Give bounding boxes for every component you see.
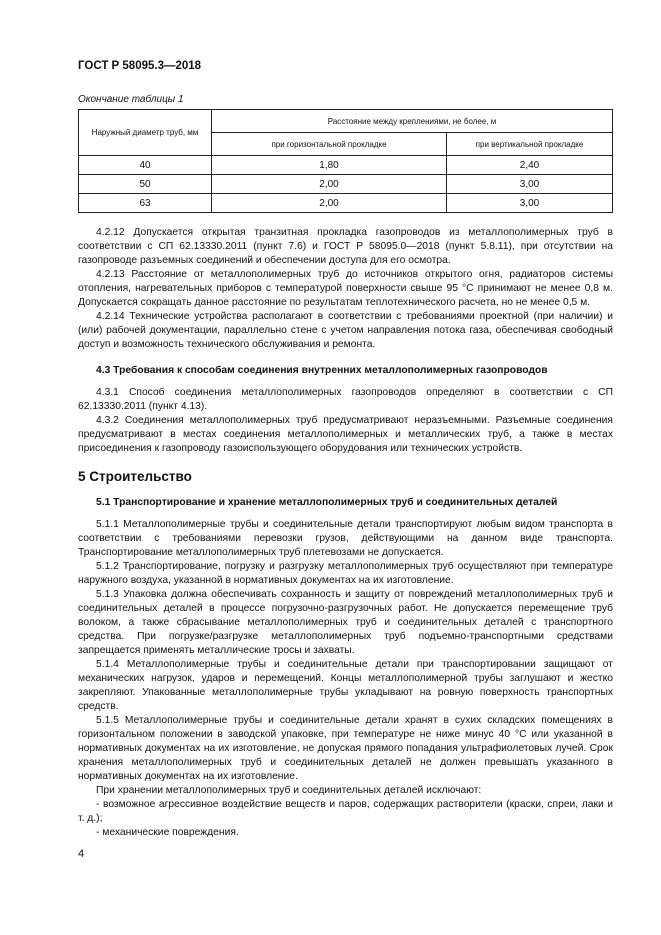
col-horizontal-header: при горизонтальной прокладке [212,133,447,156]
cell-diameter: 40 [79,156,212,175]
section-heading-5: 5 Строительство [78,469,192,484]
standard-header: ГОСТ Р 58095.3—2018 [78,60,202,72]
table-caption: Окончание таблицы 1 [78,94,184,105]
paragraph-4-2-12: 4.2.12 Допускается открытая транзитная прокладка газопроводов из металлополимерных труб в соответствии с СП 62.13330.2011 (пункт 7.6) и ГОСТ Р 58095.0—2018 (пункт 5.8.11), при отсутствии на газопроводе разъемных соединений и обеспечении доступа для его осмотра. [78,227,613,266]
cell-vertical: 3,00 [447,175,613,194]
paragraph-storage-intro: При хранении металлополимерных труб и соединительных деталей исключают: [96,785,482,796]
paragraph-4-2-13: 4.2.13 Расстояние от металлополимерных труб до источников открытого огня, радиаторов системы отопления, нагревательных приборов с температурой поверхности свыше 95 °С принимают не менее 0,8 м. Допускается сокращать данное расстояние по результатам теплотехнического расчета, но не менее 0,5 м. [78,269,613,308]
paragraph-5-1-4: 5.1.4 Металлополимерные трубы и соединительные детали при транспортировании защищают от механических нагрузок, ударов и перемещений. Концы металлополимерной трубы заглушают и жестко закрепляют. Упакованные металлополимерные трубы укладывают на ровную поверхность транспортных средств. [78,659,613,712]
table-header-row [79,110,613,133]
table-row [79,175,613,194]
col-vertical-header: при вертикальной прокладке [447,133,613,156]
cell-vertical: 3,00 [447,194,613,213]
cell-vertical: 2,40 [447,156,613,175]
cell-diameter: 63 [79,194,212,213]
paragraph-5-1-1: 5.1.1 Металлополимерные трубы и соединительные детали транспортируют любым видом транспорта в соответствии с требованиями перевозки грузов, действующими на данном виде транспорта. Транспортирование металлополимерных труб плетевозами не допускается. [78,519,613,558]
col-diameter-header: Наружный диаметр труб, мм [79,110,212,156]
document-body [78,226,613,840]
table-row [79,156,613,175]
cell-diameter: 50 [79,175,212,194]
table-row [79,194,613,213]
cell-horizontal: 1,80 [212,156,447,175]
cell-horizontal: 2,00 [212,194,447,213]
paragraph-4-3-2: 4.3.2 Соединения металлополимерных труб предусматривают неразъемными. Разъемные соединения предусматривают в местах соединения металлополимерных и металлических труб, а также в местах присоединения к газопроводу газоиспользующего оборудования или технических устройств. [78,415,613,454]
paragraph-5-1-2: 5.1.2 Транспортирование, погрузку и разгрузку металлополимерных труб осуществляют при температуре наружного воздуха, указанной в нормативных документах на их изготовление. [78,561,613,586]
list-item: - возможное агрессивное воздействие веществ и паров, содержащих растворители (краски, спреи, лаки и т. д.); [78,799,613,824]
paragraph-4-2-14: 4.2.14 Технические устройства располагают в соответствии с требованиями проектной (при наличии) и (или) рабочей документации, параллельно стене с учетом направления потока газа, обеспечивая свободный доступ и возможность технического обслуживания и ремонта. [78,311,613,350]
col-distance-group-header: Расстояние между креплениями, не более, м [212,110,613,133]
cell-horizontal: 2,00 [212,175,447,194]
paragraph-5-1-5: 5.1.5 Металлополимерные трубы и соединительные детали хранят в сухих складских помещениях в горизонтальном положении в заводской упаковке, при температуре не ниже минус 40 °С или указанной в нормативных документах на их изготовление, не допуская прямого попадания ультрафиолетовых лучей. Срок хранения металлополимерных труб и соединительных деталей не должен превышать указанного в нормативных документах на их изготовление. [78,715,613,782]
section-heading-5-1: 5.1 Транспортирование и хранение металлополимерных труб и соединительных деталей [96,497,558,508]
section-heading-4-3: 4.3 Требования к способам соединения внутренних металлополимерных газопроводов [96,365,548,376]
pipe-spacing-table [78,109,613,213]
page-number: 4 [78,848,85,860]
list-item: - механические повреждения. [96,827,239,838]
paragraph-5-1-3: 5.1.3 Упаковка должна обеспечивать сохранность и защиту от повреждений металлополимерных труб и соединительных деталей в процессе погрузочно-разгрузочных работ. Не допускается перемещение труб волоком, а также сбрасывание металлополимерных труб и соединительных деталей с транспортного средства. При погрузке/разгрузке металлополимерных труб подъемно-транспортными средствами запрещается применять металлические тросы и захваты. [78,589,613,656]
paragraph-4-3-1: 4.3.1 Способ соединения металлополимерных газопроводов определяют в соответствии с СП 62.13330.2011 (пункт 4.13). [78,387,613,412]
